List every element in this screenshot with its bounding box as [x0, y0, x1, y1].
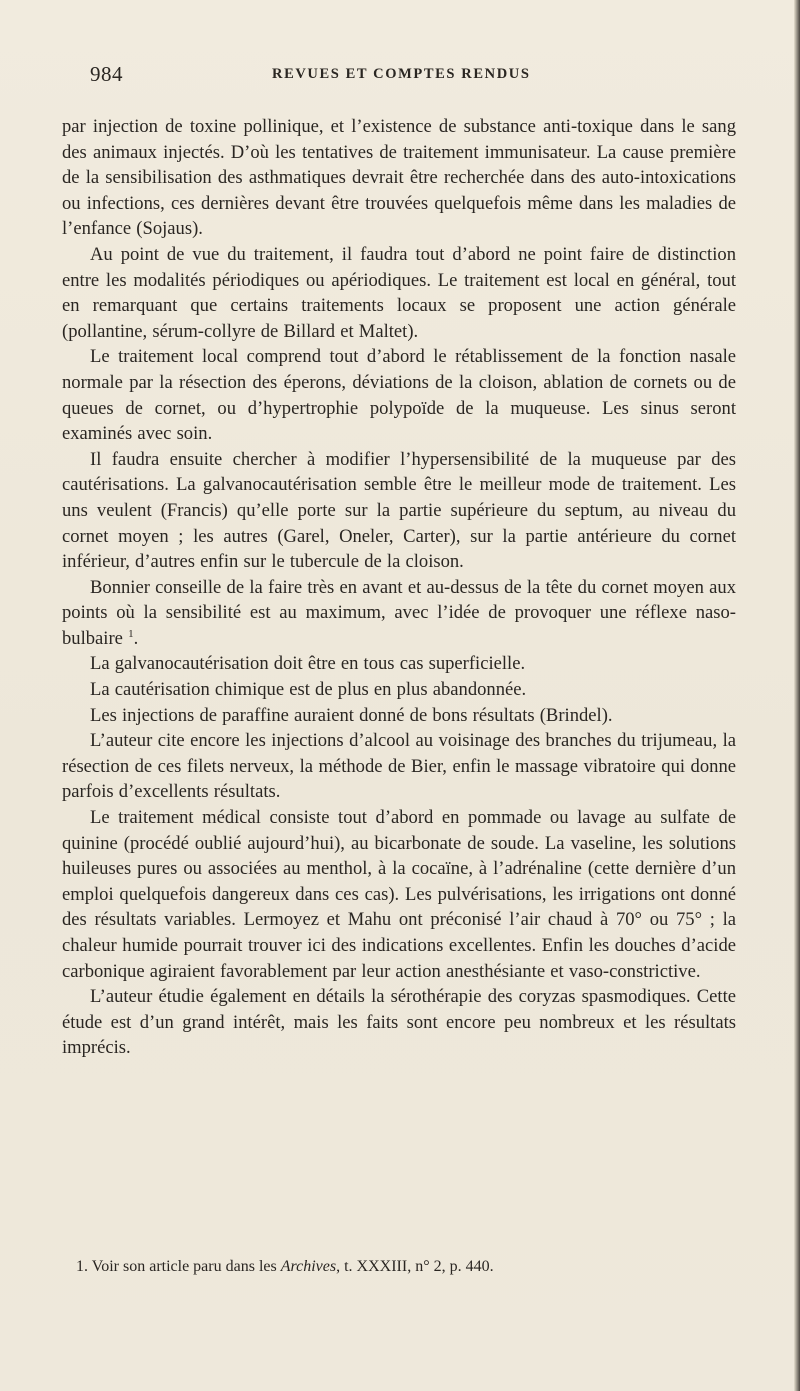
- page-header: [62, 62, 742, 94]
- page-number: 984: [90, 62, 123, 86]
- paragraph: L’auteur étudie également en détails la sérothérapie des coryzas spasmodiques. Cette étude est d’un grand intérêt, mais les faits sont encore peu nombreux et les résultats imprécis.: [62, 986, 736, 1059]
- page-edge: [794, 0, 800, 1391]
- paragraph: L’auteur cite encore les injections d’alcool au voisinage des branches du trijumeau, la résection de ces filets nerveux, la méthode de Bier, enfin le massage vibratoire qui donne parfois d’excellents résultats.: [62, 730, 736, 803]
- running-head: REVUES ET COMPTES RENDUS: [272, 66, 531, 82]
- footnote: [76, 1256, 736, 1278]
- paragraph: La galvanocautérisation doit être en tous cas superficielle.: [90, 653, 526, 675]
- footnote-journal: Archives: [280, 1258, 337, 1275]
- footnote-reference[interactable]: 1: [128, 627, 134, 640]
- paragraph: par injection de toxine pollinique, et l’existence de substance anti-toxique dans le sang des animaux injectés. D’où les tentatives de traitement immunisateur. La cause première de la sensibilisation des asthmatiques devrait être recherchée dans des auto-intoxications ou infections, ces dernières devant être trouvées quelquefois même dans les maladies de l’enfance (Sojaus).: [62, 116, 736, 240]
- paragraph: Au point de vue du traitement, il faudra tout d’abord ne point faire de distinction entre les modalités périodiques ou apériodiques. Le traitement est local en général, tout en remarquant que certains traitements locaux se proposent une action générale (pollantine, sérum-collyre de Billard et Maltet).: [62, 243, 736, 342]
- paragraph: Bonnier conseille de la faire très en avant et au-dessus de la tête du cornet moyen aux points où la sensibilité est au maximum, avec l’idée de provoquer une réflexe naso-bulbaire $^1$.: [62, 576, 736, 649]
- paragraph: Les injections de paraffine auraient donné de bons résultats (Brindel).: [90, 704, 613, 726]
- body-text: [62, 114, 736, 1061]
- paragraph: Le traitement local comprend tout d’abord le rétablissement de la fonction nasale normale par la résection des éperons, déviations de la cloison, ablation de cornets ou de queues de cornet, ou d’hypertrophie polypoïde de la muqueuse. Les sinus seront examinés avec soin.: [62, 346, 736, 445]
- paragraph-text: Bonnier conseille de la faire très en avant et au-dessus de la tête du cornet moyen aux points où la sensibilité est au maximum, avec l’idée de provoquer une réflexe naso-bulbaire: [62, 576, 736, 649]
- paragraph: La cautérisation chimique est de plus en plus abandonnée.: [90, 679, 527, 701]
- paragraph: Le traitement médical consiste tout d’abord en pommade ou lavage au sulfate de quinine (procédé oublié aujourd’hui), au bicarbonate de soude. La vaseline, les solutions huileuses pures ou associées au menthol, à la cocaïne, à l’adrénaline (cette dernière d’un emploi quelquefois dangereux dans ces cas). Les pulvérisations, les irrigations ont donné des résultats variables. Lermoyez et Mahu ont préconisé l’air chaud à 70° ou 75° ; la chaleur humide pourrait trouver ici des indications excellentes. Enfin les douches d’acide carbonique agiraient favorablement par leur action anesthésiante et vaso-constrictive.: [62, 807, 736, 982]
- paragraph: Il faudra ensuite chercher à modifier l’hypersensibilité de la muqueuse par des cautérisations. La galvanocautérisation semble être le meilleur mode de traitement. Les uns veulent (Francis) qu’elle porte sur la partie supérieure du septum, au niveau du cornet moyen ; les autres (Garel, Oneler, Carter), sur la partie antérieure du cornet inférieur, d’autres enfin sur le tubercule de la cloison.: [62, 448, 736, 573]
- footnote-number: 1.: [76, 1258, 88, 1275]
- footnote-text-after: , t. XXXIII, n° 2, p. 440.: [336, 1258, 494, 1275]
- footnote-text-before: Voir son article paru dans les: [91, 1258, 277, 1275]
